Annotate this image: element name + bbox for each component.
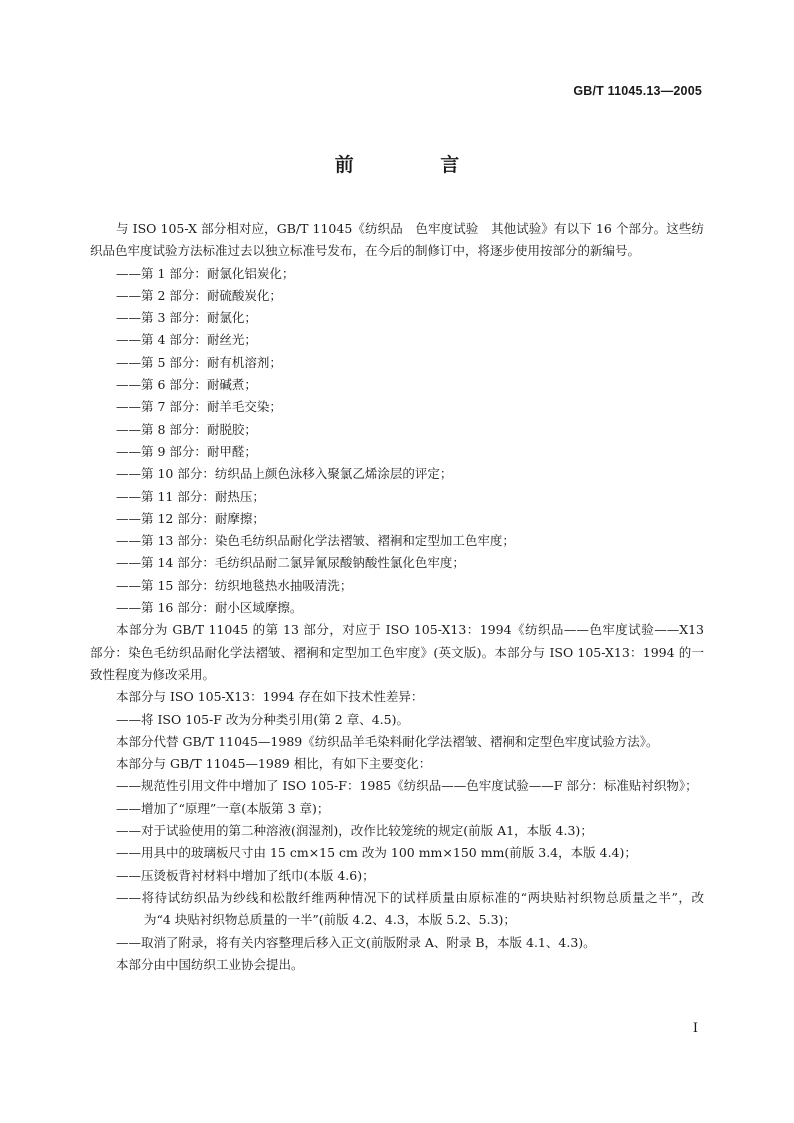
list-item: ——第 7 部分：耐羊毛交染；: [116, 399, 282, 415]
list-item: ——第 3 部分：耐氯化；: [116, 310, 257, 326]
standard-number: GB/T 11045.13—2005: [573, 84, 702, 98]
list-item: ——第 13 部分：染色毛纺织品耐化学法褶皱、褶裥和定型加工色牢度；: [116, 533, 515, 549]
list-item: ——压烫板背衬材料中增加了纸巾(本版 4.6)；: [116, 867, 375, 883]
list-item: ——第 15 部分：纺织地毯热水抽吸清洗；: [116, 577, 353, 593]
page-number: I: [692, 1021, 698, 1036]
list-item: ——对于试验使用的第二种溶液(润湿剂)，改作比较笼统的规定(前版 A1，本版 4.3)；: [116, 823, 593, 839]
list-item: ——第 6 部分：耐碱煮；: [116, 377, 257, 393]
body-paragraph: 与 ISO 105-X 部分相对应，GB/T 11045《纺织品 色牢度试验 其他试验》有以下 16 个部分。这些纺织品色牢度试验方法标准过去以独立标准号发布，在今后的制修订中，将逐步使用按部分的新编号。: [90, 221, 704, 259]
body-paragraph: 本部分由中国纺织工业协会提出。: [116, 956, 304, 972]
page-title: 前 言: [334, 154, 500, 176]
list-item: ——第 2 部分：耐硫酸炭化；: [116, 287, 282, 303]
body-paragraph: 本部分与 GB/T 11045—1989 相比，有如下主要变化：: [116, 756, 432, 772]
list-item: ——第 14 部分：毛纺织品耐二氯异氰尿酸钠酸性氯化色牢度；: [116, 555, 465, 571]
body-paragraph: 本部分与 ISO 105-X13：1994 存在如下技术性差异：: [116, 689, 424, 705]
document-body: [90, 218, 704, 976]
list-item: ——第 10 部分：纺织品上颜色泳移入聚氯乙烯涂层的评定；: [116, 466, 453, 482]
list-item: ——将待试纺织品为纱线和松散纤维两种情况下的试样质量由原标准的“两块贴衬织物总质量之半”，改为“4 块贴衬织物总质量的一半”(前版 4.2、4.3，本版 5.2、5.3)；: [116, 889, 704, 928]
list-item: ——取消了附录，将有关内容整理后移入正文(前版附录 A、附录 B，本版 4.1、4.3)。: [116, 934, 596, 950]
list-item: ——第 9 部分：耐甲醛；: [116, 443, 257, 459]
list-item: ——第 8 部分：耐脱胶；: [116, 421, 257, 437]
list-item: ——将 ISO 105-F 改为分种类引用(第 2 章、4.5)。: [116, 711, 409, 727]
list-item: ——第 12 部分：耐摩擦；: [116, 510, 265, 526]
list-item: ——规范性引用文件中增加了 ISO 105-F：1985《纺织品——色牢度试验——F 部分：标准贴衬织物》；: [116, 778, 698, 794]
list-item: ——第 5 部分：耐有机溶剂；: [116, 354, 282, 370]
list-item: ——增加了“原理”一章(本版第 3 章)；: [116, 800, 330, 816]
body-paragraph: 本部分代替 GB/T 11045—1989《纺织品羊毛染料耐化学法褶皱、褶裥和定型色牢度试验方法》。: [116, 733, 659, 749]
list-item: ——第 1 部分：耐氯化铝炭化；: [116, 265, 295, 281]
list-item: ——第 4 部分：耐丝光；: [116, 332, 257, 348]
body-paragraph: 本部分为 GB/T 11045 的第 13 部分，对应于 ISO 105-X13：1994《纺织品——色牢度试验——X13 部分：染色毛纺织品耐化学法褶皱、褶裥和定型加工色牢度》(英文版)。本部分与 ISO 105-X13：1994 的一致性程度为修改采用。: [90, 622, 704, 682]
list-item: ——第 11 部分：耐热压；: [116, 488, 265, 504]
list-item: ——第 16 部分：耐小区域摩擦。: [116, 600, 303, 616]
list-item: ——用具中的玻璃板尺寸由 15 cm×15 cm 改为 100 mm×150 mm(前版 3.4，本版 4.4)；: [116, 845, 637, 861]
